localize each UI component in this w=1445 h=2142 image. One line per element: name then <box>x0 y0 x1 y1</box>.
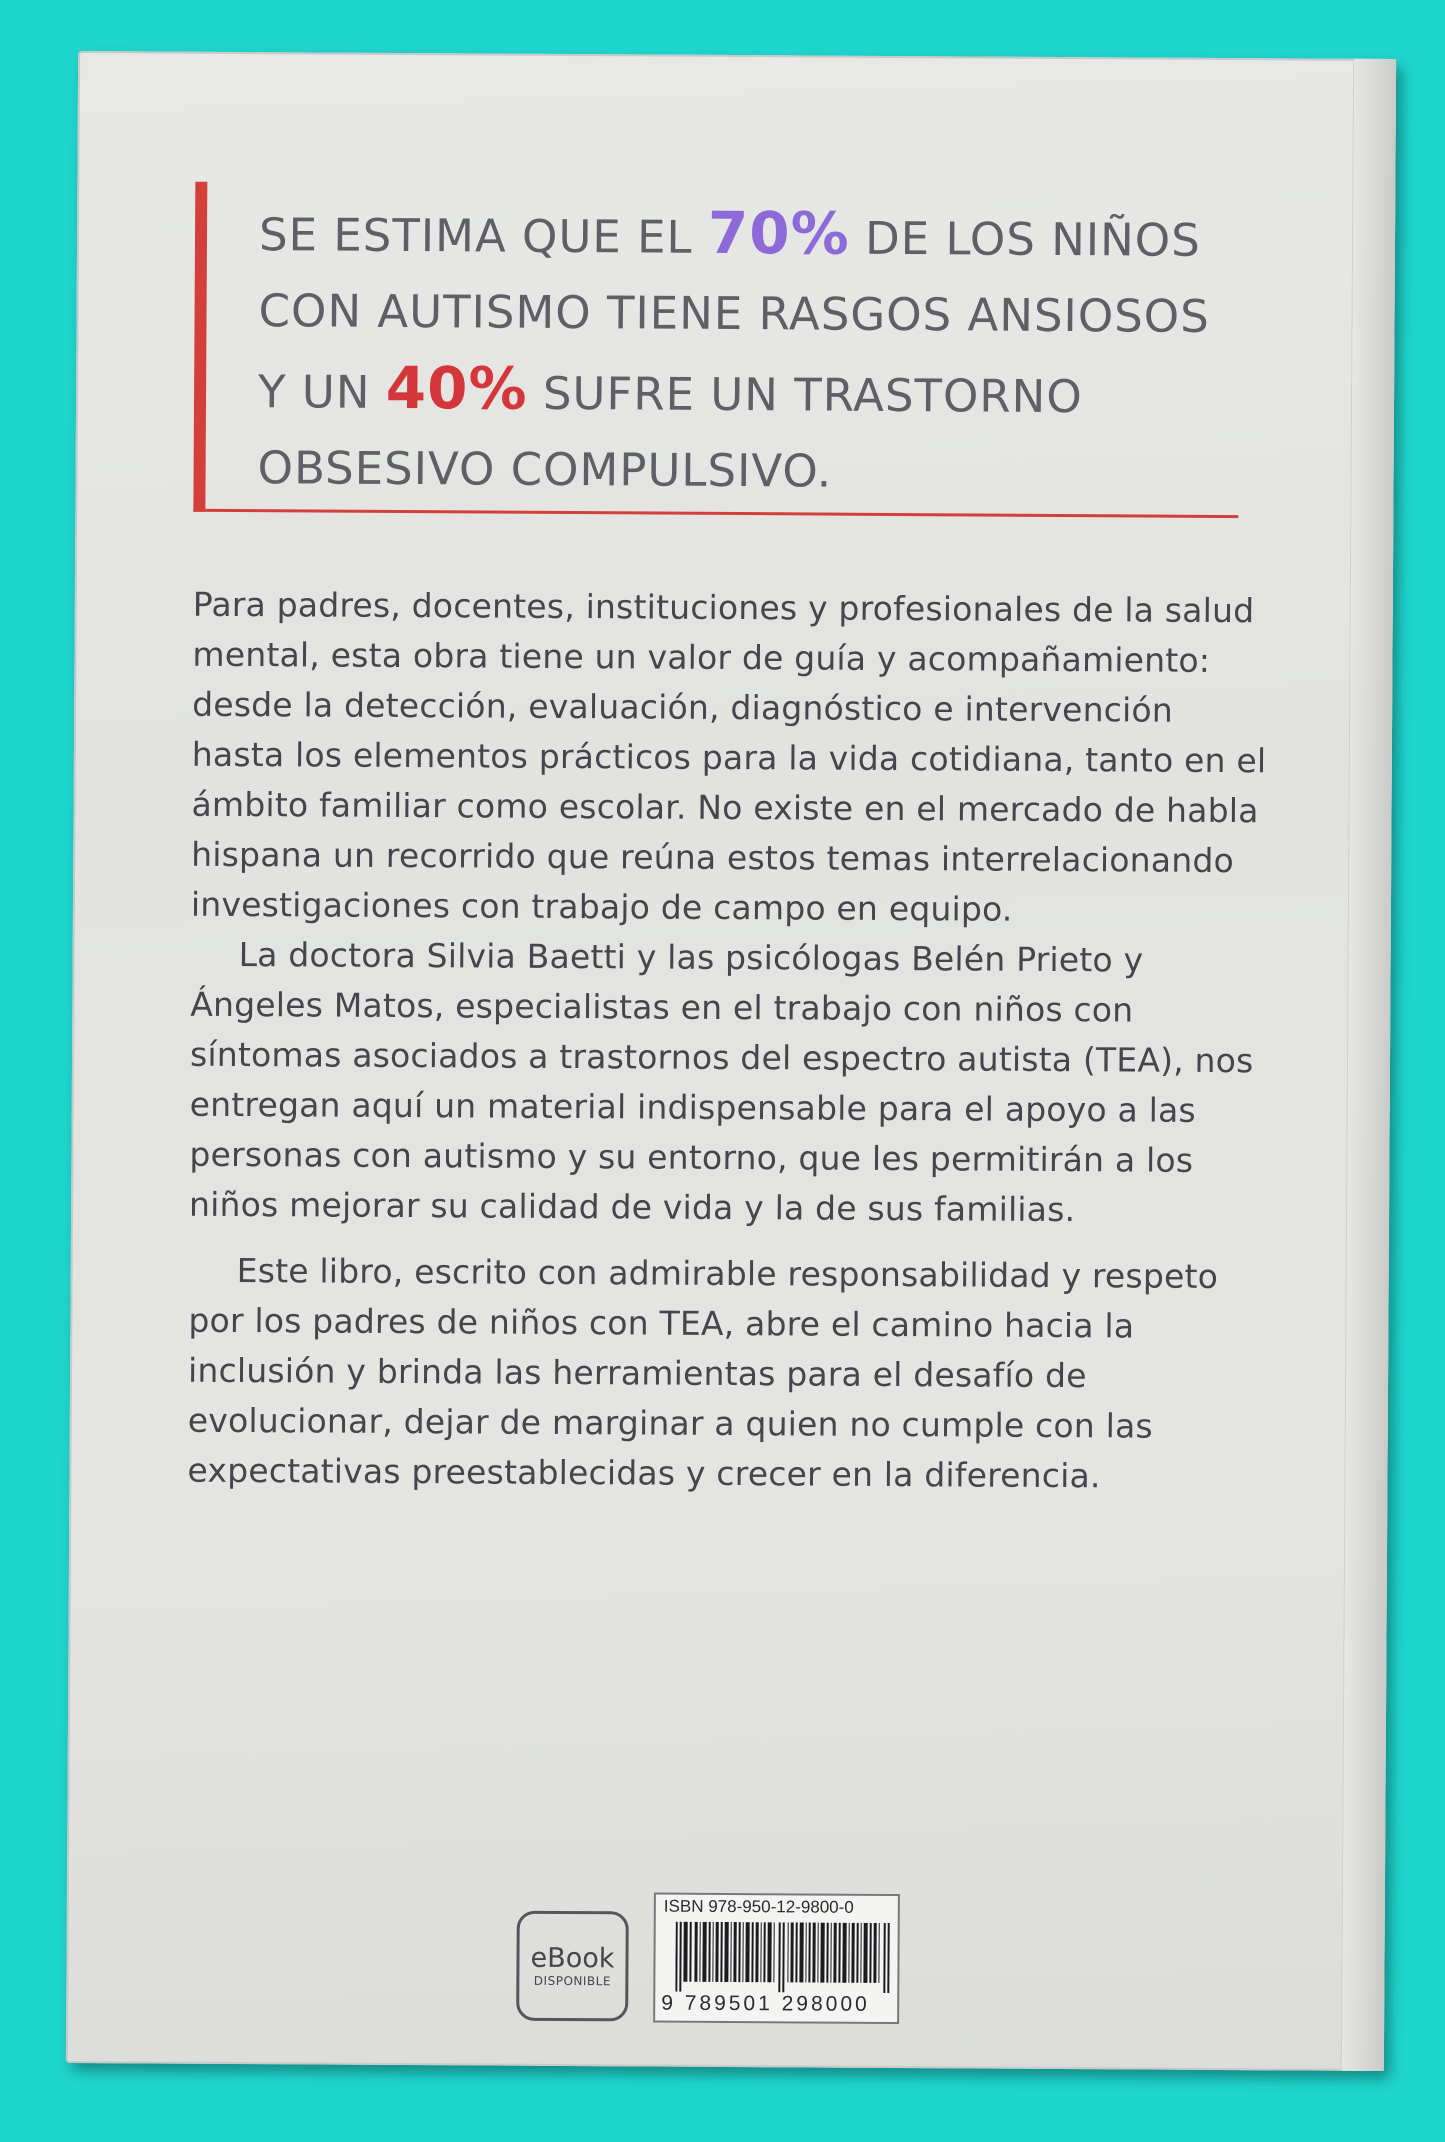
book-edge <box>1341 59 1396 2071</box>
barcode-icon <box>675 1922 891 1993</box>
synopsis-paragraph-2: La doctora Silvia Baetti y las psicólogas Belén Prieto y Ángeles Matos, especialistas en el trabajo con niños con síntomas asociados a trastornos del espectro autista (TEA), nos entregan aquí un material indispensable para el apoyo a las personas con autismo y su entorno, que les permitirán a los niños mejorar su calidad de vida y la de sus familias. <box>188 934 1254 1230</box>
ebook-badge <box>516 1911 629 2022</box>
ebook-title: eBook <box>530 1942 615 1975</box>
quote-line4: OBSESIVO COMPULSIVO. <box>257 441 833 498</box>
synopsis-paragraph-3: Este libro, escrito con admirable responsabilidad y respeto por los padres de niños con TEA, abre el camino hacia la inclusión y brinda las herramientas para el desafío de evolucionar, dejar de marginar a quien no cumple con las expectativas preestablecidas y crecer en la diferencia. <box>187 1250 1219 1496</box>
statistic-70-percent: 70% <box>707 198 850 268</box>
quote-line2: CON AUTISMO TIENE RASGOS ANSIOSOS <box>258 284 1210 343</box>
statistic-40-percent: 40% <box>385 353 528 423</box>
quote-line3-post: SUFRE UN TRASTORNO <box>527 366 1083 424</box>
ebook-subtitle: DISPONIBLE <box>533 1973 611 1989</box>
synopsis <box>187 580 1273 1503</box>
quote-line1-pre: SE ESTIMA QUE EL <box>258 208 709 264</box>
isbn-barcode-box <box>653 1893 900 2025</box>
quote-line3-pre: Y UN <box>257 365 386 419</box>
isbn-digits: 9 789501 298000 <box>661 1991 870 2016</box>
synopsis-paragraph-1: Para padres, docentes, instituciones y profesionales de la salud mental, esta obra tiene un valor de guía y acompañamiento: desde la detección, evaluación, diagnóstico e intervención hasta los elementos prácticos para la vida cotidiana, tanto en el ámbito familiar como escolar. No existe en el mercado de habla hispana un recorrido que reúna estos temas interrelacionando investigaciones con trabajo de campo en equipo. <box>190 584 1267 929</box>
quote-line1-post: DE LOS NIÑOS <box>849 211 1201 267</box>
highlight-quote <box>193 182 1240 518</box>
book-back-cover <box>66 51 1396 2071</box>
isbn-label: ISBN 978-950-12-9800-0 <box>663 1896 854 1917</box>
quote-text <box>257 192 1269 512</box>
